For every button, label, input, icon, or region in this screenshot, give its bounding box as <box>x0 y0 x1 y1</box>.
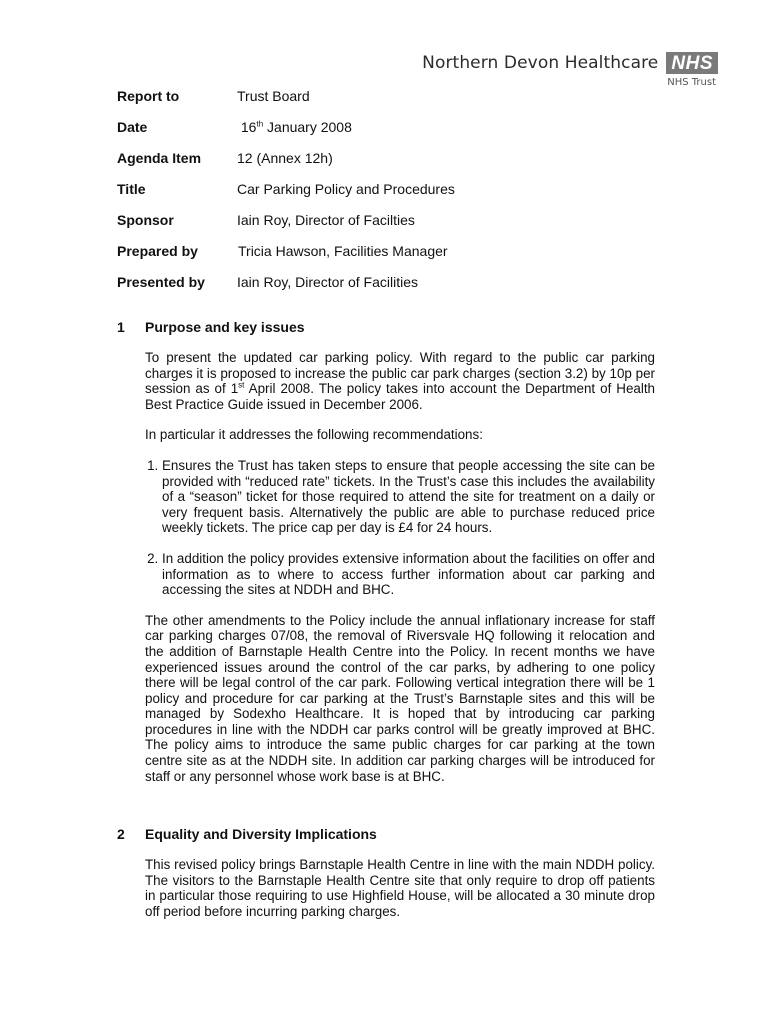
section-heading-1 <box>117 319 305 335</box>
paragraph <box>145 350 655 412</box>
paragraph: The other amendments to the Policy include the annual inflationary increase for staff car parking charges 07/08, the removal of Riversvale HQ following it relocation and the addition of Barnstaple Health Centre into the Policy. In recent months we have experienced issues around the control of the car parks, by adhering to one policy there will be legal control of the car park. Following vertical integration there will be 1 policy and procedure for car parking at the Trust’s Barnstaple sites and this will be managed by Sodexho Healthcare. It is hoped that by introducing car parking procedures in line with the NDDH car parks control will be greatly improved at BHC. The policy aims to introduce the same public charges for car parking at the town centre site as at the NDDH site. In addition car parking charges will be introduced for staff or any personnel whose work base is at BHC. <box>145 612 655 784</box>
meta-row-agenda-item <box>117 150 455 181</box>
meta-key: Title <box>117 181 146 197</box>
meta-value: 12 (Annex 12h) <box>237 150 333 166</box>
meta-row-prepared-by <box>117 243 455 274</box>
meta-key: Agenda Item <box>117 150 202 166</box>
meta-key: Sponsor <box>117 212 174 228</box>
meta-row-sponsor <box>117 212 455 243</box>
nhs-mark: NHS <box>666 52 718 74</box>
meta-value: Iain Roy, Director of Facilties <box>237 212 415 228</box>
meta-row-report-to <box>117 88 455 119</box>
meta-row-title <box>117 181 455 212</box>
meta-key: Prepared by <box>117 243 198 259</box>
org-name: Northern Devon Healthcare <box>422 53 659 73</box>
trust-label: NHS Trust <box>667 77 716 88</box>
section-2-body <box>145 857 655 934</box>
meta-value: Car Parking Policy and Procedures <box>237 181 455 197</box>
section-1-body <box>145 350 655 799</box>
section-title: Purpose and key issues <box>145 319 305 335</box>
nhs-logo <box>422 52 718 88</box>
meta-value: Trust Board <box>237 88 310 104</box>
meta-row-presented-by <box>117 274 455 305</box>
section-title: Equality and Diversity Implications <box>145 826 377 842</box>
recommendations-list <box>145 458 655 598</box>
meta-value: Iain Roy, Director of Facilities <box>237 274 419 290</box>
meta-row-date <box>117 119 455 150</box>
date-month-year: January 2008 <box>263 119 352 135</box>
list-item: 2. In addition the policy provides extensive information about the facilities on offer and information as to where to access further information about car parking and accessing the sites at NDDH and BHC. <box>162 551 655 598</box>
meta-key: Report to <box>117 88 180 104</box>
paragraph-text: To present the updated car parking policy. With regard to the public car parking charges it is proposed to increase the public car park charges (section 3.2) by 10p per session as of 1 <box>145 350 655 397</box>
meta-value <box>237 119 352 150</box>
meta-key: Date <box>117 119 148 135</box>
paragraph-text: April 2008. The policy takes into account the Department of Health Best Practice Guide issued in December 2006. <box>145 381 655 412</box>
section-number: 1 <box>117 319 125 335</box>
list-item: 1. Ensures the Trust has taken steps to ensure that people accessing the site can be provided with “reduced rate” tickets. In the Trust’s case this includes the availability of a “season” ticket for those required to attend the site for treatment on a daily or very frequent basis. Alternatively the public are able to purchase reduced price weekly tickets. The price cap per day is £4 for 24 hours. <box>162 458 655 536</box>
paragraph: In particular it addresses the following recommendations: <box>145 427 483 443</box>
meta-key: Presented by <box>117 274 205 290</box>
ordinal-suffix: st <box>238 380 245 390</box>
date-day: 16 <box>237 119 257 135</box>
meta-value: Tricia Hawson, Facilities Manager <box>238 243 448 259</box>
paragraph: This revised policy brings Barnstaple Health Centre in line with the main NDDH policy. The visitors to the Barnstaple Health Centre site that only require to drop off patients in particular those requiring to use Highfield House, will be allocated a 30 minute drop off period before incurring parking charges. <box>145 857 655 919</box>
report-meta-table <box>117 88 455 305</box>
section-heading-2 <box>117 826 377 842</box>
section-number: 2 <box>117 826 125 842</box>
date-suffix: th <box>256 119 264 129</box>
